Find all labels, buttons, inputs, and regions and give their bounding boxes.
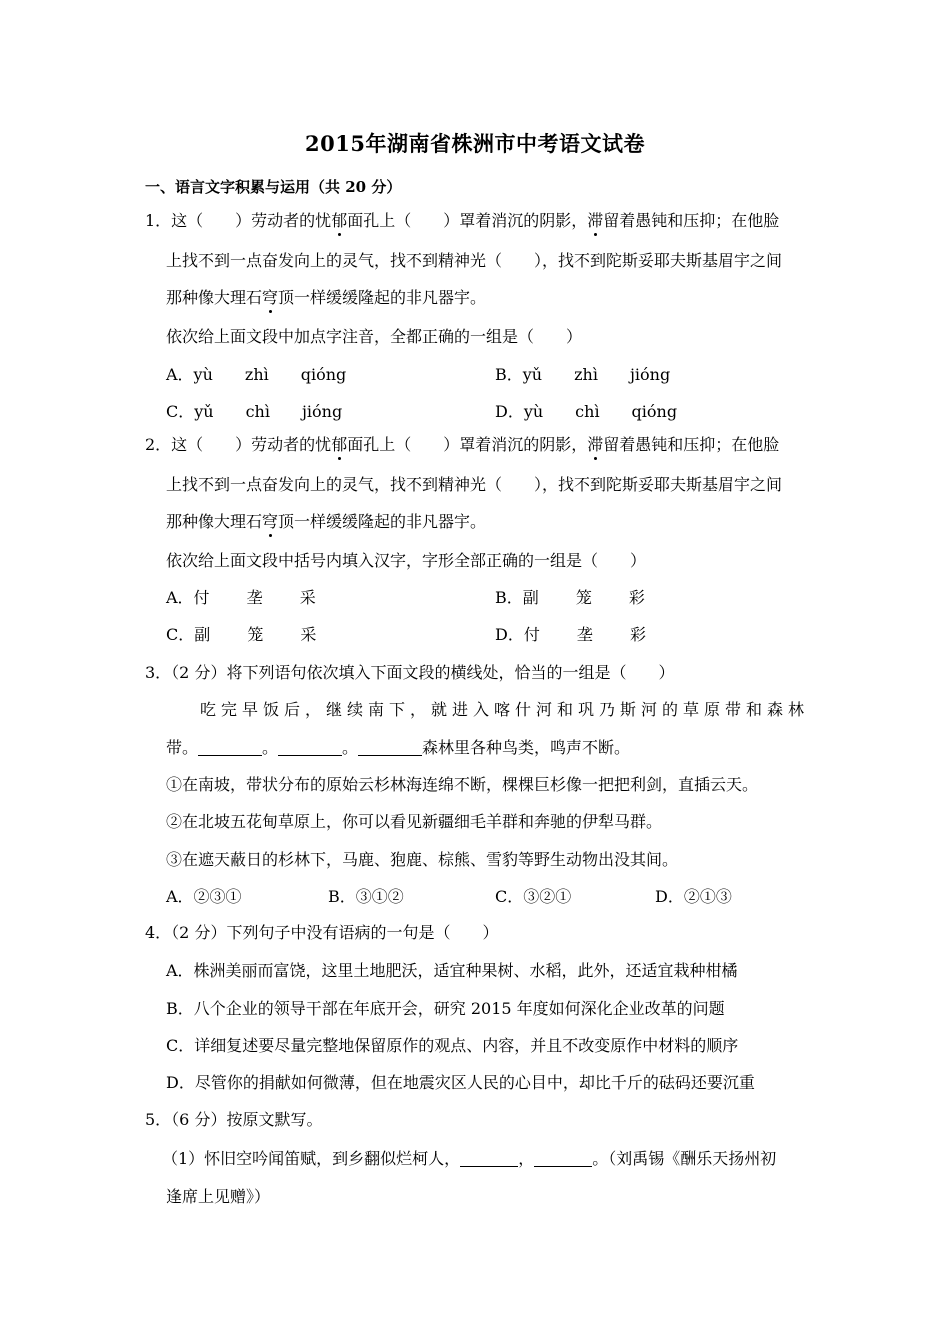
q3-stem: 3．（2 分）将下列语句依次填入下面文段的横线处，恰当的一组是（ ） bbox=[145, 663, 675, 682]
q4-stem: 4．（2 分）下列句子中没有语病的一句是（ ） bbox=[145, 923, 499, 942]
q1-option-d: D．yù chì qióng bbox=[495, 402, 678, 421]
q2-option-d: D．付 垄 彩 bbox=[495, 625, 647, 644]
q5-item-1: （1）怀旧空吟闻笛赋，到乡翻似烂柯人， ， 。（刘禹锡《酬乐天扬州初 bbox=[162, 1149, 777, 1168]
section-heading: 一、语言文字积累与运用（共 20 分） bbox=[145, 178, 402, 196]
q4-option-d: D．尽管你的捐献如何微薄，但在地震灾区人民的心目中，却比千斤的砝码还要沉重 bbox=[166, 1073, 755, 1092]
q3-passage-line-1: 吃完早饭后，继续南下，就进入喀什河和巩乃斯河的草原带和森林 bbox=[200, 700, 810, 719]
dotted-char: 滞 bbox=[587, 435, 604, 454]
q5-item-1-cont: 逢席上见赠》） bbox=[166, 1187, 271, 1206]
exam-title: 2015年湖南省株洲市中考语文试卷 bbox=[305, 131, 645, 156]
q1-option-c: C．yǔ chì jióng bbox=[166, 402, 343, 421]
q2-line-3: 那种像大理石穹顶一样缓缓隆起的非凡器宇。 bbox=[166, 512, 487, 531]
q3-option-d: D．②①③ bbox=[655, 887, 732, 906]
fill-blank[interactable] bbox=[534, 1150, 592, 1167]
q3-option-c: C．③②① bbox=[495, 887, 572, 906]
q3-option-b: B．③①② bbox=[328, 887, 404, 906]
q2-prompt: 依次给上面文段中括号内填入汉字，字形全部正确的一组是（ ） bbox=[166, 551, 647, 570]
fill-blank[interactable] bbox=[278, 739, 342, 756]
q2-line-1: 2．这（ ）劳动者的忧郁面孔上（ ）罩着消沉的阴影，滞留着愚钝和压抑；在他脸 bbox=[145, 435, 780, 454]
q2-option-a: A．付 垄 采 bbox=[166, 588, 316, 607]
dotted-char: 滞 bbox=[587, 211, 604, 230]
q2-option-c: C．副 笼 采 bbox=[166, 625, 317, 644]
dotted-char: 穹 bbox=[262, 512, 279, 531]
q3-sentence-3: ③在遮天蔽日的杉林下，马鹿、狍鹿、棕熊、雪豹等野生动物出没其间。 bbox=[166, 850, 679, 869]
q2-line-2: 上找不到一点奋发向上的灵气，找不到精神光（ ），找不到陀斯妥耶夫斯基眉宇之间 bbox=[166, 475, 783, 494]
fill-blank[interactable] bbox=[198, 739, 262, 756]
q4-option-b: B．八个企业的领导干部在年底开会，研究 2015 年度如何深化企业改革的问题 bbox=[166, 999, 725, 1018]
q1-line-2: 上找不到一点奋发向上的灵气，找不到精神光（ ），找不到陀斯妥耶夫斯基眉宇之间 bbox=[166, 251, 783, 270]
fill-blank[interactable] bbox=[358, 739, 422, 756]
q2-option-b: B．副 笼 彩 bbox=[495, 588, 645, 607]
q5-stem: 5．（6 分）按原文默写。 bbox=[145, 1110, 323, 1129]
q3-option-a: A．②③① bbox=[166, 887, 242, 906]
dotted-char: 穹 bbox=[262, 288, 279, 307]
q3-sentence-1: ①在南坡，带状分布的原始云杉林海连绵不断，棵棵巨杉像一把把利剑，直插云天。 bbox=[166, 775, 759, 794]
q4-option-a: A．株洲美丽而富饶，这里土地肥沃，适宜种果树、水稻，此外，还适宜栽种柑橘 bbox=[166, 961, 738, 980]
q3-passage-line-2: 带。 。 。 森林里各种鸟类，鸣声不断。 bbox=[166, 738, 631, 757]
dotted-char: 郁 bbox=[331, 211, 348, 230]
q1-option-b: B．yǔ zhì jióng bbox=[495, 365, 671, 384]
q1-prompt: 依次给上面文段中加点字注音，全都正确的一组是（ ） bbox=[166, 327, 583, 346]
q3-sentence-2: ②在北坡五花甸草原上，你可以看见新疆细毛羊群和奔驰的伊犁马群。 bbox=[166, 812, 663, 831]
q1-line-1: 1．这（ ）劳动者的忧郁面孔上（ ）罩着消沉的阴影，滞留着愚钝和压抑；在他脸 bbox=[145, 211, 780, 230]
q4-option-c: C．详细复述要尽量完整地保留原作的观点、内容，并且不改变原作中材料的顺序 bbox=[166, 1036, 739, 1055]
q1-option-a: A．yù zhì qióng bbox=[166, 365, 347, 384]
q1-line-3: 那种像大理石穹顶一样缓缓隆起的非凡器宇。 bbox=[166, 288, 487, 307]
dotted-char: 郁 bbox=[331, 435, 348, 454]
fill-blank[interactable] bbox=[460, 1150, 518, 1167]
